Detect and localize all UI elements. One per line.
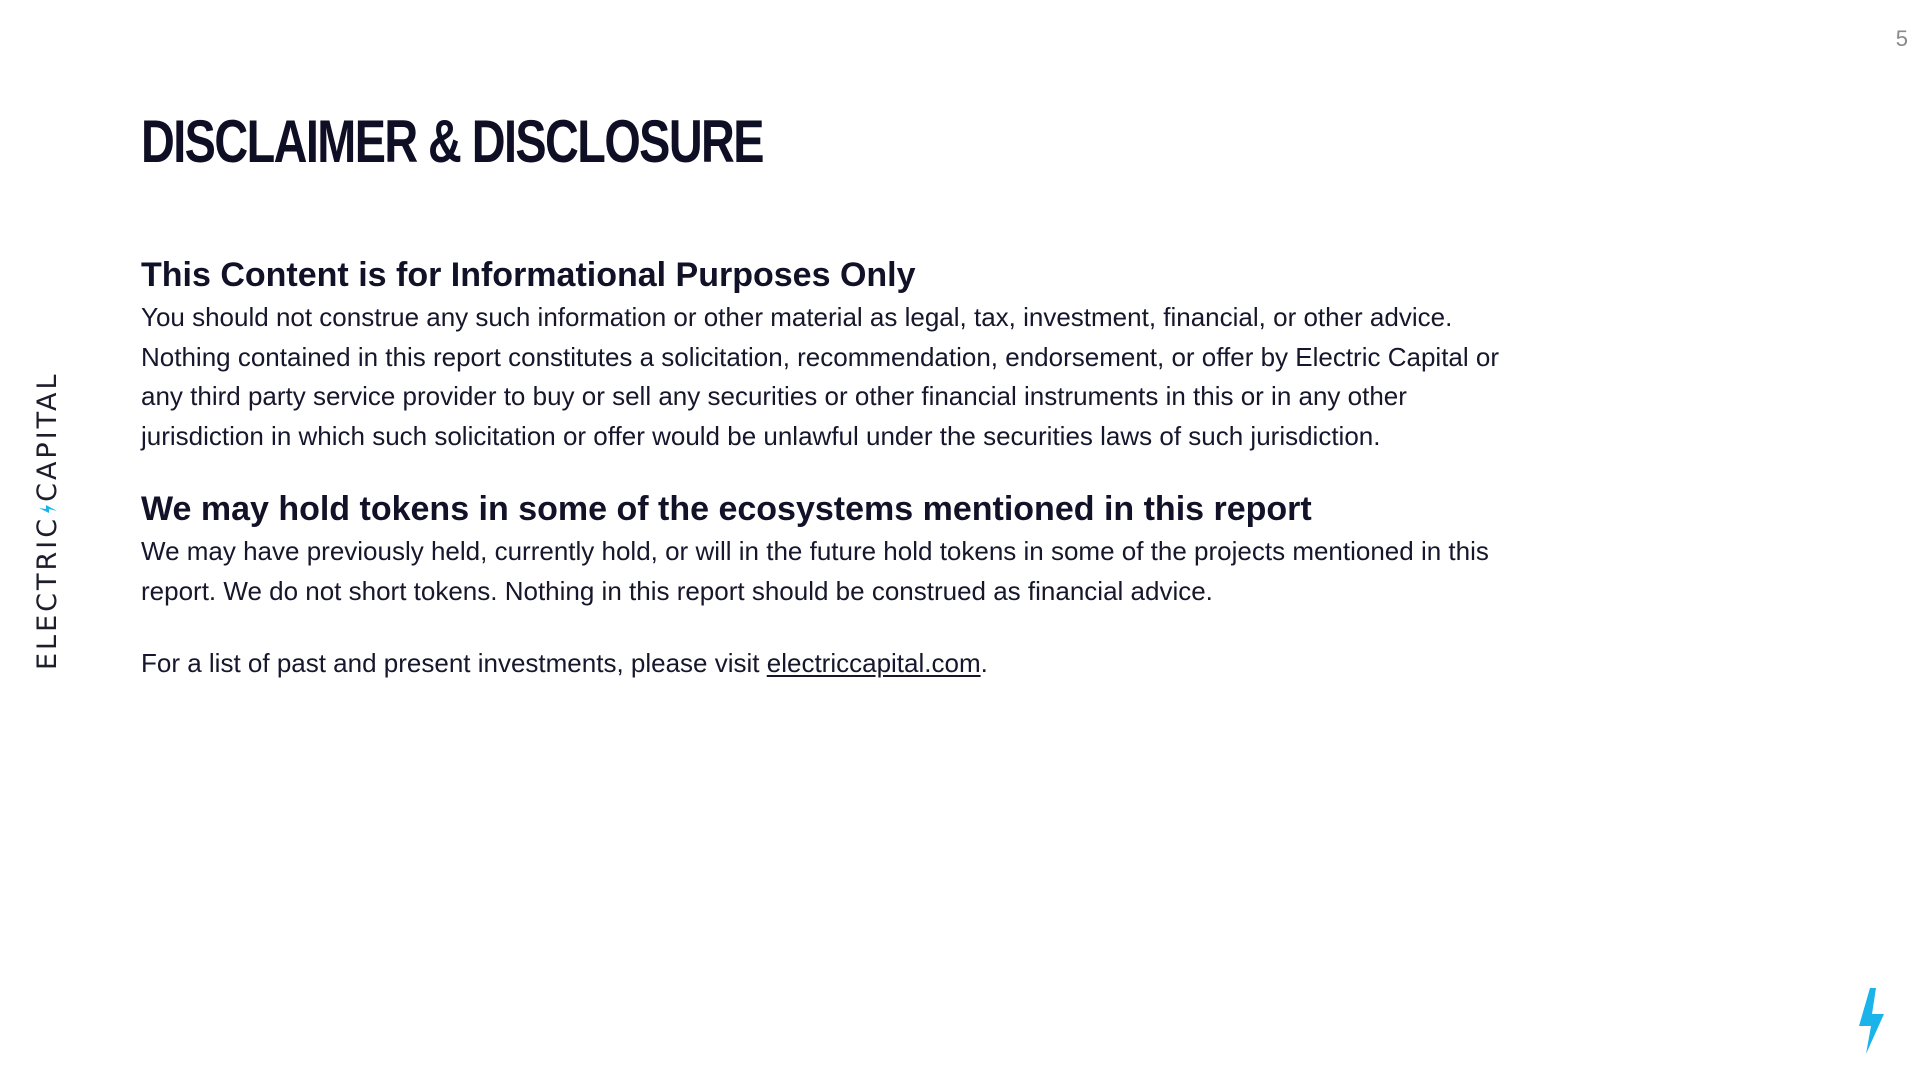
section-informational-purposes bbox=[141, 252, 1521, 456]
section-heading: We may hold tokens in some of the ecosystems mentioned in this report bbox=[141, 490, 1312, 528]
page-title: DISCLAIMER & DISCLOSURE bbox=[141, 108, 763, 175]
lightning-bolt-icon bbox=[1856, 988, 1886, 1054]
section-heading: This Content is for Informational Purposes Only bbox=[141, 256, 916, 294]
electric-capital-logo bbox=[34, 371, 61, 670]
lightning-bolt-icon bbox=[39, 504, 57, 514]
visit-suffix: . bbox=[980, 648, 988, 678]
logo-word-electric: ELECTRIC bbox=[32, 515, 63, 670]
investments-visit-line bbox=[141, 644, 1521, 684]
page-number: 5 bbox=[1895, 26, 1908, 51]
section-body: You should not construe any such information or other material as legal, tax, investment, financial, or other advice. Nothing contained in this report constitutes a solicitation, recommendation, endorsement, or offer by Electric Capital or any third party service provider to buy or sell any securities or other financial instruments in this or in any other jurisdiction in which such solicitation or offer would be unlawful under the securities laws of such jurisdiction. bbox=[141, 302, 1499, 451]
visit-prefix: For a list of past and present investments, please visit bbox=[141, 648, 767, 678]
electriccapital-link[interactable]: electriccapital.com bbox=[766, 648, 981, 678]
disclaimer-content bbox=[141, 252, 1521, 684]
logo-word-capital: CAPITAL bbox=[32, 371, 63, 502]
section-body: We may have previously held, currently hold, or will in the future hold tokens in some of the projects mentioned in this report. We do not short tokens. Nothing in this report should be construed as financial advice. bbox=[141, 536, 1489, 606]
section-token-holdings bbox=[141, 486, 1521, 611]
